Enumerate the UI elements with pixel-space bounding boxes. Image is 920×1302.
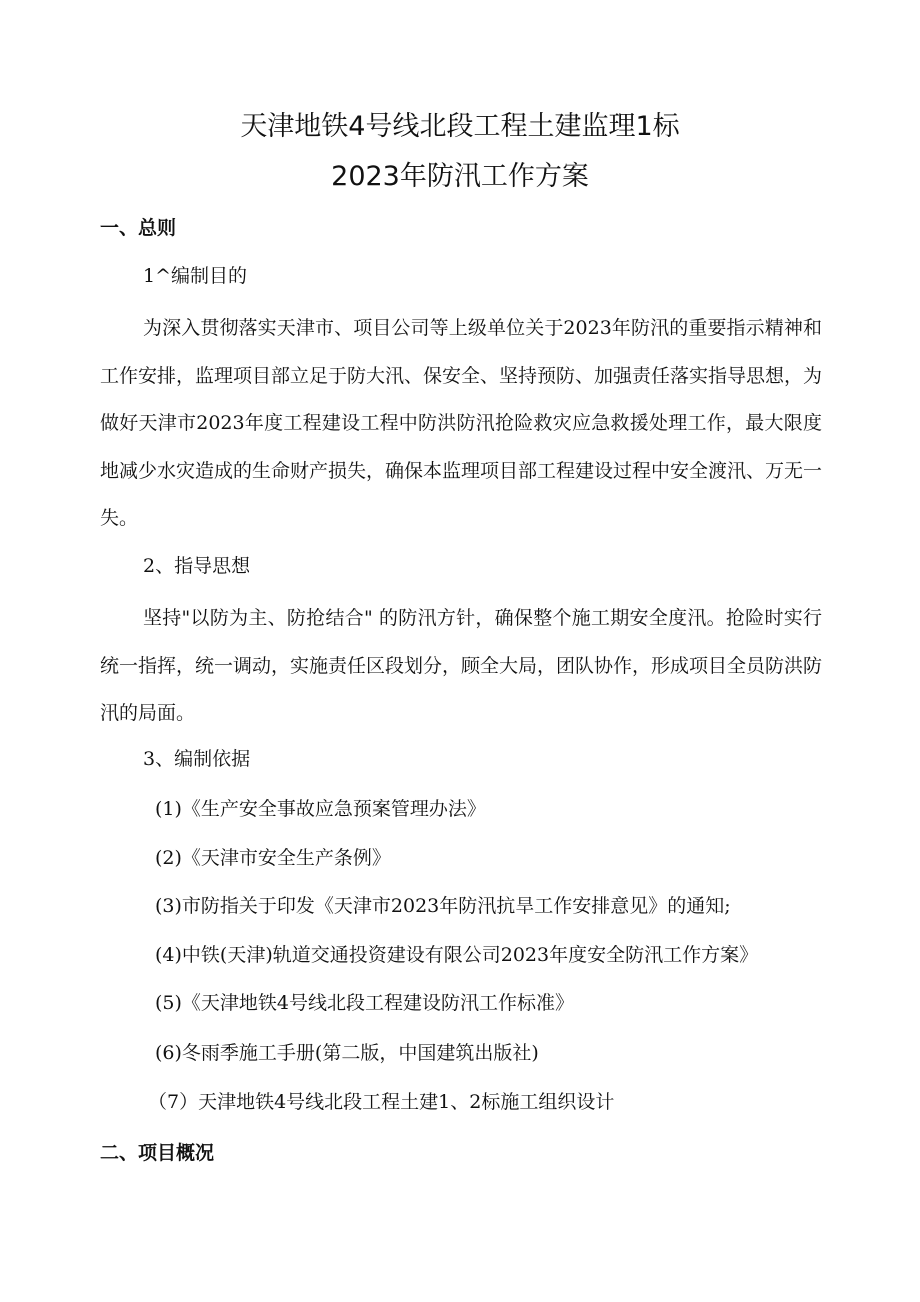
subsection-title-purpose: 1^编制目的 — [143, 265, 248, 287]
reference-item: (6)冬雨季施工手册(第二版，中国建筑出版社) — [155, 1042, 539, 1064]
section-heading-project-overview: 二、项目概况 — [100, 1142, 215, 1164]
subsection-title-guiding-idea: 2、指导思想 — [143, 555, 251, 577]
paragraph-guiding-idea: 坚持"以防为主、防抢结合" 的防汛方针，确保整个施工期安全度汛。抢险时实行统一指挥，统一调动，实施责任区段划分，顾全大局，团队协作，形成项目全员防洪防汛的局面。 — [100, 607, 823, 724]
reference-item: (5)《天津地铁4号线北段工程建设防汛工作标准》 — [155, 992, 575, 1014]
reference-item: (3)市防指关于印发《天津市2023年防汛抗旱工作安排意见》的通知; — [155, 895, 731, 917]
document-title-line1: 天津地铁4号线北段工程土建监理1标 — [240, 111, 680, 142]
paragraph-purpose: 为深入贯彻落实天津市、项目公司等上级单位关于2023年防汛的重要指示精神和工作安排，监理项目部立足于防大汛、保安全、坚持预防、加强责任落实指导思想，为做好天津市2023年度工程建设工程中防洪防汛抢险救灾应急救援处理工作，最大限度地减少水灾造成的生命财产损失，确保本监理项目部工程建设过程中安全渡汛、万无一失。 — [100, 317, 823, 529]
reference-item: (2)《天津市安全生产条例》 — [155, 847, 391, 869]
reference-item: (4)中铁(天津)轨道交通投资建设有限公司2023年度安全防汛工作方案》 — [155, 944, 759, 966]
section-heading-general: 一、总则 — [100, 217, 177, 239]
reference-item: （7）天津地铁4号线北段工程土建1、2标施工组织设计 — [148, 1091, 615, 1113]
subsection-title-basis: 3、编制依据 — [143, 748, 251, 770]
reference-item: (1)《生产安全事故应急预案管理办法》 — [155, 798, 486, 820]
document-title-line2: 2023年防汛工作方案 — [331, 161, 589, 192]
